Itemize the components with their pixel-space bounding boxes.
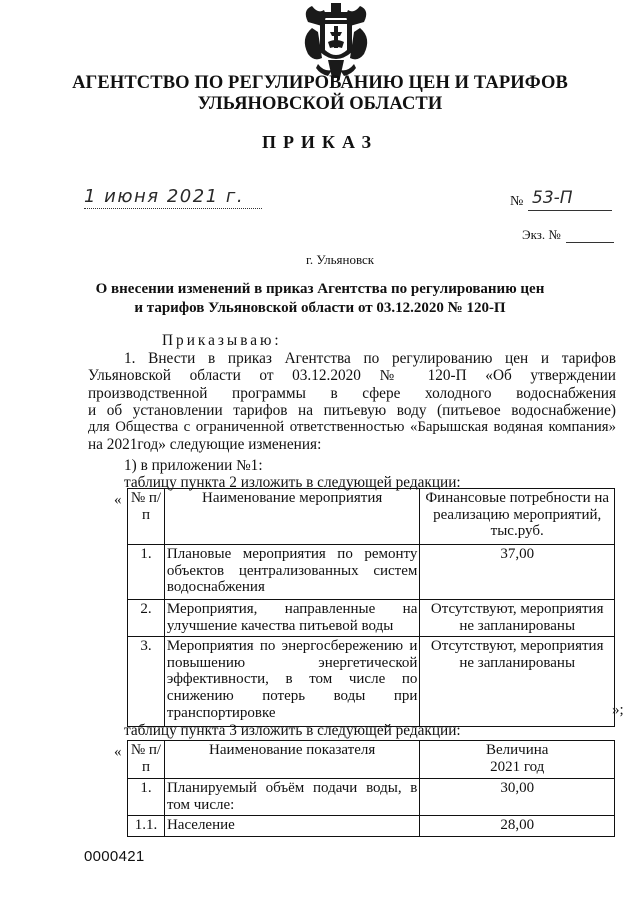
subject-line1: О внесении изменений в приказ Агентства по регулированию цен bbox=[95, 281, 545, 297]
document-type-title: ПРИКАЗ bbox=[261, 132, 379, 152]
subject-line2: и тарифов Ульяновской области от 03.12.2020 № 120-П bbox=[134, 300, 506, 316]
table-row bbox=[128, 637, 615, 727]
paragraph-1-line: для Общества с ограниченной ответственностью «Барышская водяная компания» bbox=[88, 419, 616, 436]
table-1 bbox=[127, 488, 615, 727]
table1-row1-value: 37,00 bbox=[420, 545, 615, 600]
table2-header-value-line1: Величина bbox=[485, 742, 549, 758]
handwritten-date: 1 июня 2021 г. bbox=[84, 186, 245, 207]
table2-row1-num: 1. bbox=[128, 779, 165, 816]
table-2 bbox=[127, 740, 615, 837]
number-underline bbox=[528, 210, 612, 211]
table2-header-value-line2: 2021 год bbox=[490, 758, 545, 775]
footer-document-number: 0000421 bbox=[84, 848, 145, 865]
coat-of-arms-emblem bbox=[298, 2, 374, 80]
table2-header-name: Наименование показателя bbox=[164, 741, 419, 779]
table1-intro: таблицу пункта 2 изложить в следующей редакции: bbox=[124, 474, 461, 491]
table2-row2-name: Население bbox=[164, 816, 419, 837]
copy-number-label: Экз. № bbox=[522, 227, 561, 242]
table1-row3-value: Отсутствуют, мероприятия не запланированы bbox=[420, 637, 615, 727]
table2-header-value bbox=[420, 741, 615, 779]
order-word: Приказываю: bbox=[162, 332, 282, 349]
paragraph-1-line: производственной программы в сфере холодного водоснабжения bbox=[88, 384, 616, 402]
table2-row2-value: 28,00 bbox=[420, 816, 615, 837]
table1-open-quote: « bbox=[114, 492, 122, 508]
table1-row1-name: Плановые мероприятия по ремонту объектов централизованных систем водоснабжения bbox=[164, 545, 419, 600]
table1-row2-value: Отсутствуют, мероприятия не запланированы bbox=[420, 600, 615, 637]
table-row bbox=[128, 816, 615, 837]
table2-header-row bbox=[128, 741, 615, 779]
table-row bbox=[128, 545, 615, 600]
table2-row1-name: Планируемый объём подачи воды, в том числе: bbox=[164, 779, 419, 816]
table-row bbox=[128, 779, 615, 816]
table1-header-value: Финансовые потребности на реализацию мероприятий, тыс.руб. bbox=[420, 489, 615, 545]
table1-row1-num: 1. bbox=[128, 545, 165, 600]
agency-name-line2: УЛЬЯНОВСКОЙ ОБЛАСТИ bbox=[197, 94, 443, 114]
table2-row2-num: 1.1. bbox=[128, 816, 165, 837]
item-1: 1) в приложении №1: bbox=[124, 457, 263, 474]
date-underline bbox=[84, 208, 262, 209]
table2-open-quote: « bbox=[114, 744, 122, 760]
table1-header-name: Наименование мероприятия bbox=[164, 489, 419, 545]
table-row bbox=[128, 600, 615, 637]
table1-row3-name: Мероприятия по энергосбережению и повышению энергетической эффективности, в том числе по снижению потерь воды при транспортировке bbox=[164, 637, 419, 727]
table1-row2-name: Мероприятия, направленные на улучшение качества питьевой воды bbox=[164, 600, 419, 637]
table2-intro: таблицу пункта 3 изложить в следующей редакции: bbox=[124, 722, 461, 739]
table1-row3-num: 3. bbox=[128, 637, 165, 727]
table1-header-row bbox=[128, 489, 615, 545]
paragraph-1-line: Ульяновской области от 03.12.2020 № 120-П «Об утверждении bbox=[88, 367, 616, 385]
table2-header-num: № п/п bbox=[128, 741, 165, 779]
agency-name-line1: АГЕНТСТВО ПО РЕГУЛИРОВАНИЮ ЦЕН И ТАРИФОВ bbox=[72, 73, 568, 93]
paragraph-1-line: 1. Внести в приказ Агентства по регулированию цен и тарифов bbox=[124, 350, 616, 367]
paragraph-1-line: на 2021год» следующие изменения: bbox=[88, 436, 322, 454]
paragraph-1-line: и об установлении тарифов на питьевую воду (питьевое водоснабжение) bbox=[88, 401, 616, 419]
table2-row1-value: 30,00 bbox=[420, 779, 615, 816]
number-prefix: № bbox=[510, 194, 524, 209]
table1-close-mark: »; bbox=[612, 702, 624, 718]
city-label: г. Ульяновск bbox=[306, 252, 375, 267]
handwritten-number: 53-П bbox=[532, 188, 573, 208]
copy-number-blank bbox=[566, 242, 614, 243]
table1-row2-num: 2. bbox=[128, 600, 165, 637]
paragraph-1 bbox=[88, 350, 616, 454]
table1-header-num: № п/п bbox=[128, 489, 165, 545]
